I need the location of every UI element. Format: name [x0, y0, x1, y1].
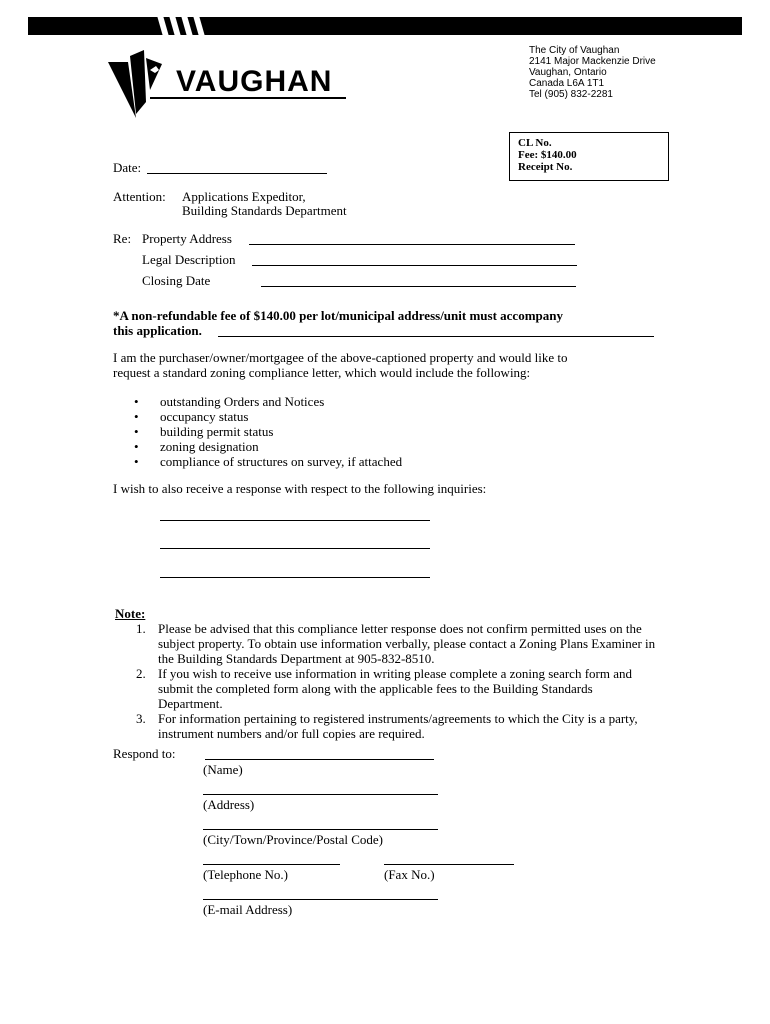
closing-date-field[interactable]	[261, 286, 576, 287]
re-label: Re:	[113, 231, 132, 246]
property-address-field[interactable]	[249, 244, 575, 245]
telephone-caption: (Telephone No.)	[203, 867, 289, 882]
address-caption: (Address)	[203, 797, 255, 812]
list-item: • occupancy status	[117, 409, 402, 424]
inquiry-field-3[interactable]	[160, 577, 430, 578]
inquiries-label: I wish to also receive a response with respect to the following inquiries:	[113, 481, 487, 496]
address-line: Vaughan, Ontario	[529, 67, 607, 78]
attention-line-1: Applications Expeditor,	[182, 189, 306, 204]
respond-to-label: Respond to:	[113, 746, 176, 761]
city-field[interactable]	[203, 829, 438, 830]
vaughan-logo-text: VAUGHAN	[176, 65, 333, 98]
email-field[interactable]	[203, 899, 438, 900]
fee-notice-underline	[218, 336, 654, 337]
list-item: • zoning designation	[117, 439, 402, 454]
list-item: • compliance of structures on survey, if attached	[117, 454, 402, 469]
closing-date-label: Closing Date	[142, 273, 211, 288]
inquiry-field-2[interactable]	[160, 548, 430, 549]
note-item	[116, 666, 648, 711]
telephone-field[interactable]	[203, 864, 340, 865]
intro-paragraph	[113, 350, 567, 380]
address-line: Tel (905) 832-2281	[529, 89, 613, 100]
attention-line-2: Building Standards Department	[182, 203, 347, 218]
date-field[interactable]	[147, 173, 327, 174]
legal-description-label: Legal Description	[142, 252, 236, 267]
fax-caption: (Fax No.)	[384, 867, 435, 882]
note-item	[116, 711, 663, 741]
inquiry-field-1[interactable]	[160, 520, 430, 521]
compliance-items-list	[117, 394, 402, 469]
header-banner	[28, 17, 742, 35]
note-item	[116, 621, 658, 666]
note-text: For information pertaining to registered instruments/agreements to which the City is a party, instrument numbers and/or full copies are required.	[158, 711, 638, 741]
intro-line-2: request a standard zoning compliance letter, which would include the following:	[113, 365, 531, 380]
note-number: 1.	[136, 621, 146, 636]
fax-field[interactable]	[384, 864, 514, 865]
note-number: 3.	[136, 711, 146, 726]
address-line: 2141 Major Mackenzie Drive	[529, 56, 656, 67]
list-item: • outstanding Orders and Notices	[117, 394, 402, 409]
vaughan-logo-mark	[106, 50, 176, 120]
name-caption: (Name)	[203, 762, 243, 777]
address-line: The City of Vaughan	[529, 45, 620, 56]
note-text: If you wish to receive use information in writing please complete a zoning search form and submit the completed form along with the applicable fees to the Building Standards Department.	[158, 666, 632, 711]
notes-heading: Note:	[115, 606, 146, 621]
receipt-no-label: Receipt No.	[518, 161, 573, 173]
fee-notice	[113, 308, 563, 338]
intro-line-1: I am the purchaser/owner/mortgagee of the above-captioned property and would like to	[113, 350, 568, 365]
fee-notice-line-2: this application.	[113, 323, 202, 338]
cl-no-label: CL No.	[518, 137, 552, 149]
fee-label: Fee: $140.00	[518, 149, 577, 161]
city-caption: (City/Town/Province/Postal Code)	[203, 832, 383, 847]
list-item: • building permit status	[117, 424, 402, 439]
legal-description-field[interactable]	[252, 265, 577, 266]
fee-notice-line-1: *A non-refundable fee of $140.00 per lot/municipal address/unit must accompany	[113, 308, 563, 323]
address-field[interactable]	[203, 794, 438, 795]
date-label: Date:	[113, 160, 142, 175]
attention-label: Attention:	[113, 189, 166, 204]
address-line: Canada L6A 1T1	[529, 78, 605, 89]
name-field[interactable]	[205, 759, 434, 760]
office-use-text	[518, 137, 577, 173]
note-number: 2.	[136, 666, 146, 681]
email-caption: (E-mail Address)	[203, 902, 293, 917]
banner-stripes-graphic	[150, 12, 220, 40]
notes-list	[116, 621, 658, 741]
logo-underline	[150, 97, 346, 99]
note-text: Please be advised that this compliance letter response does not confirm permitted uses on the subject property. To obtain use information verbally, please contact a Zoning Plans Examiner in the Building Standards Department at 905-832-8510.	[158, 621, 656, 666]
property-address-label: Property Address	[142, 231, 232, 246]
city-address-block	[529, 45, 656, 100]
